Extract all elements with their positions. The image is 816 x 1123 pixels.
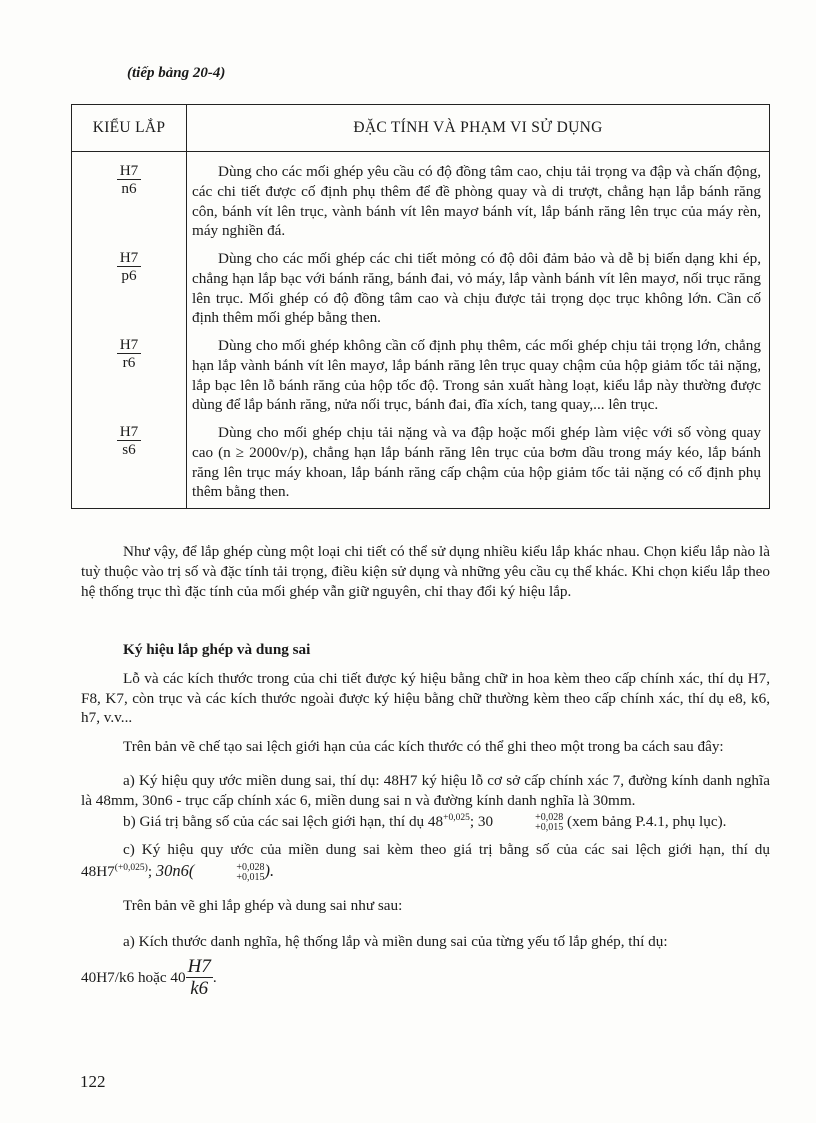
table-header-row xyxy=(72,105,770,152)
fit-example-fraction: $\frac{H7}{k6}$ xyxy=(187,955,211,1000)
table-row xyxy=(72,334,770,421)
col-header-characteristics: ĐẶC TÍNH VÀ PHẠM VI SỬ DỤNG xyxy=(187,105,770,152)
body-section-1 xyxy=(81,542,770,601)
fit-symbol xyxy=(72,421,187,509)
fit-shaft: r6 xyxy=(122,354,136,372)
table-continuation-caption: (tiếp bảng 20-4) xyxy=(127,65,226,81)
method-a: a) Ký hiệu quy ước miền dung sai, thí dụ: 48H7 ký hiệu lỗ cơ sở cấp chính xác 7, đường kính danh nghĩa là 48mm, 30n6 - trục cấp chính xác 6, miền dung sai n và đường kính danh nghĩa là 30mm. xyxy=(81,771,770,809)
tolerance-stack: +0,028 +0,015 xyxy=(535,812,564,833)
section-heading: Ký hiệu lắp ghép và dung sai xyxy=(123,641,311,658)
fit-types-table xyxy=(71,104,770,509)
fit-hole: H7 xyxy=(117,336,142,354)
fit-hole: H7 xyxy=(117,423,142,441)
fit-description: Dùng cho mối ghép không cần cố định phụ thêm, các mối ghép chịu tải trọng lớn, chẳng hạn lắp vành bánh vít lên mayơ, lắp bánh răng lên trục quay chậm của hộp giảm tốc tải nặng, lắp bạc lên lỗ bánh răng của hộp tốc độ. Trong sản xuất hàng loạt, kiểu lắp này thường được dùng để lắp bánh răng, nửa nối trục, bánh đai, đĩa xích, tang quay,... lên trục. xyxy=(187,334,770,421)
method-c: c) Ký hiệu quy ước của miền dung sai kèm theo giá trị bằng số của các sai lệch giới hạn, thí dụ $48H7^{(+0,025)}$; 30n6( +0,028 +0,015 ). xyxy=(81,841,770,883)
fit-shaft: n6 xyxy=(121,180,137,198)
fit-description: Dùng cho mối ghép chịu tải nặng và va đập hoặc mối ghép làm việc với số vòng quay cao (n ≥ 2000v/p), chẳng hạn lắp bánh răng lên trục của bơm dầu trong máy kéo, lắp bánh răng lên trục máy khoan, lắp bánh răng cấp chậm của hộp giảm tốc tải nặng có cố định phụ thêm bằng then. xyxy=(187,421,770,509)
page-number: 122 xyxy=(80,1072,106,1091)
fit-shaft: p6 xyxy=(121,267,137,285)
fit-hole: H7 xyxy=(117,162,142,180)
fit-symbol xyxy=(72,152,187,248)
fit-hole: H7 xyxy=(117,249,142,267)
col-header-fit-type: KIỂU LẮP xyxy=(72,105,187,152)
paragraph-symbols: Lỗ và các kích thước trong của chi tiết được ký hiệu bằng chữ in hoa kèm theo cấp chính xác, thí dụ H7, F8, K7, còn trục và các kích thước ngoài được ký hiệu bằng chữ thường kèm theo cấp chính xác, thí dụ e8, k6, h7, v.v... xyxy=(81,669,770,727)
fit-shaft: s6 xyxy=(122,441,136,459)
paragraph-methods: Trên bản vẽ chế tạo sai lệch giới hạn của các kích thước có thể ghi theo một trong ba cách sau đây: xyxy=(123,738,724,755)
fit-symbol xyxy=(72,334,187,421)
body-section-2 xyxy=(81,640,770,1000)
paragraph-intro: Như vậy, để lắp ghép cùng một loại chi tiết có thể sử dụng nhiều kiểu lắp khác nhau. Chọn kiểu lắp nào là tuỳ thuộc vào trị số và đặc tính tải trọng, điều kiện sử dụng và những yêu cầu cụ thể khác. Khi chọn kiểu lắp theo hệ thống trục thì đặc tính của mối ghép vẫn giữ nguyên, chỉ thay đổi ký hiệu lắp. xyxy=(81,543,770,600)
paragraph-drawing: Trên bản vẽ ghi lắp ghép và dung sai như sau: xyxy=(123,897,403,915)
fit-example: 40H7/k6 hoặc 40 $\frac{H7}{k6}$ . xyxy=(81,955,217,1000)
fit-symbol xyxy=(72,247,187,334)
fit-description: Dùng cho các mối ghép yêu cầu có độ đồng tâm cao, chịu tải trọng va đập và chấn động, các chi tiết được cố định phụ thêm để đề phòng quay và di trượt, chẳng hạn lắp bánh răng côn, bánh vít lên trục, vành bánh vít lên mayơ bánh vít, lắp bánh răng lên trục của máy rèn, máy nghiền đá. xyxy=(187,152,770,248)
table-row xyxy=(72,421,770,509)
table-row xyxy=(72,152,770,248)
method-b: b) Giá trị bằng số của các sai lệch giới hạn, thí dụ $48^{+0,025}$; 30 +0,028 +0,015 (xem bảng P.4.1, phụ lục). xyxy=(123,812,727,833)
drawing-item-a: a) Kích thước danh nghĩa, hệ thống lắp và miền dung sai của từng yếu tố lắp ghép, thí dụ: xyxy=(123,932,668,950)
fit-description: Dùng cho các mối ghép các chi tiết mỏng có độ dôi đảm bảo và dễ bị biến dạng khi ép, chẳng hạn lắp bạc với bánh răng, bánh đai, vỏ máy, lắp vành bánh vít lên mayơ, nối trục răng lên trục. Mối ghép có độ đồng tâm cao và chịu được tải trọng dọc trục không lớn. Cần cố định thêm mối ghép bằng then. xyxy=(187,247,770,334)
table-row xyxy=(72,247,770,334)
tolerance-stack: +0,028 +0,015 xyxy=(236,862,265,883)
